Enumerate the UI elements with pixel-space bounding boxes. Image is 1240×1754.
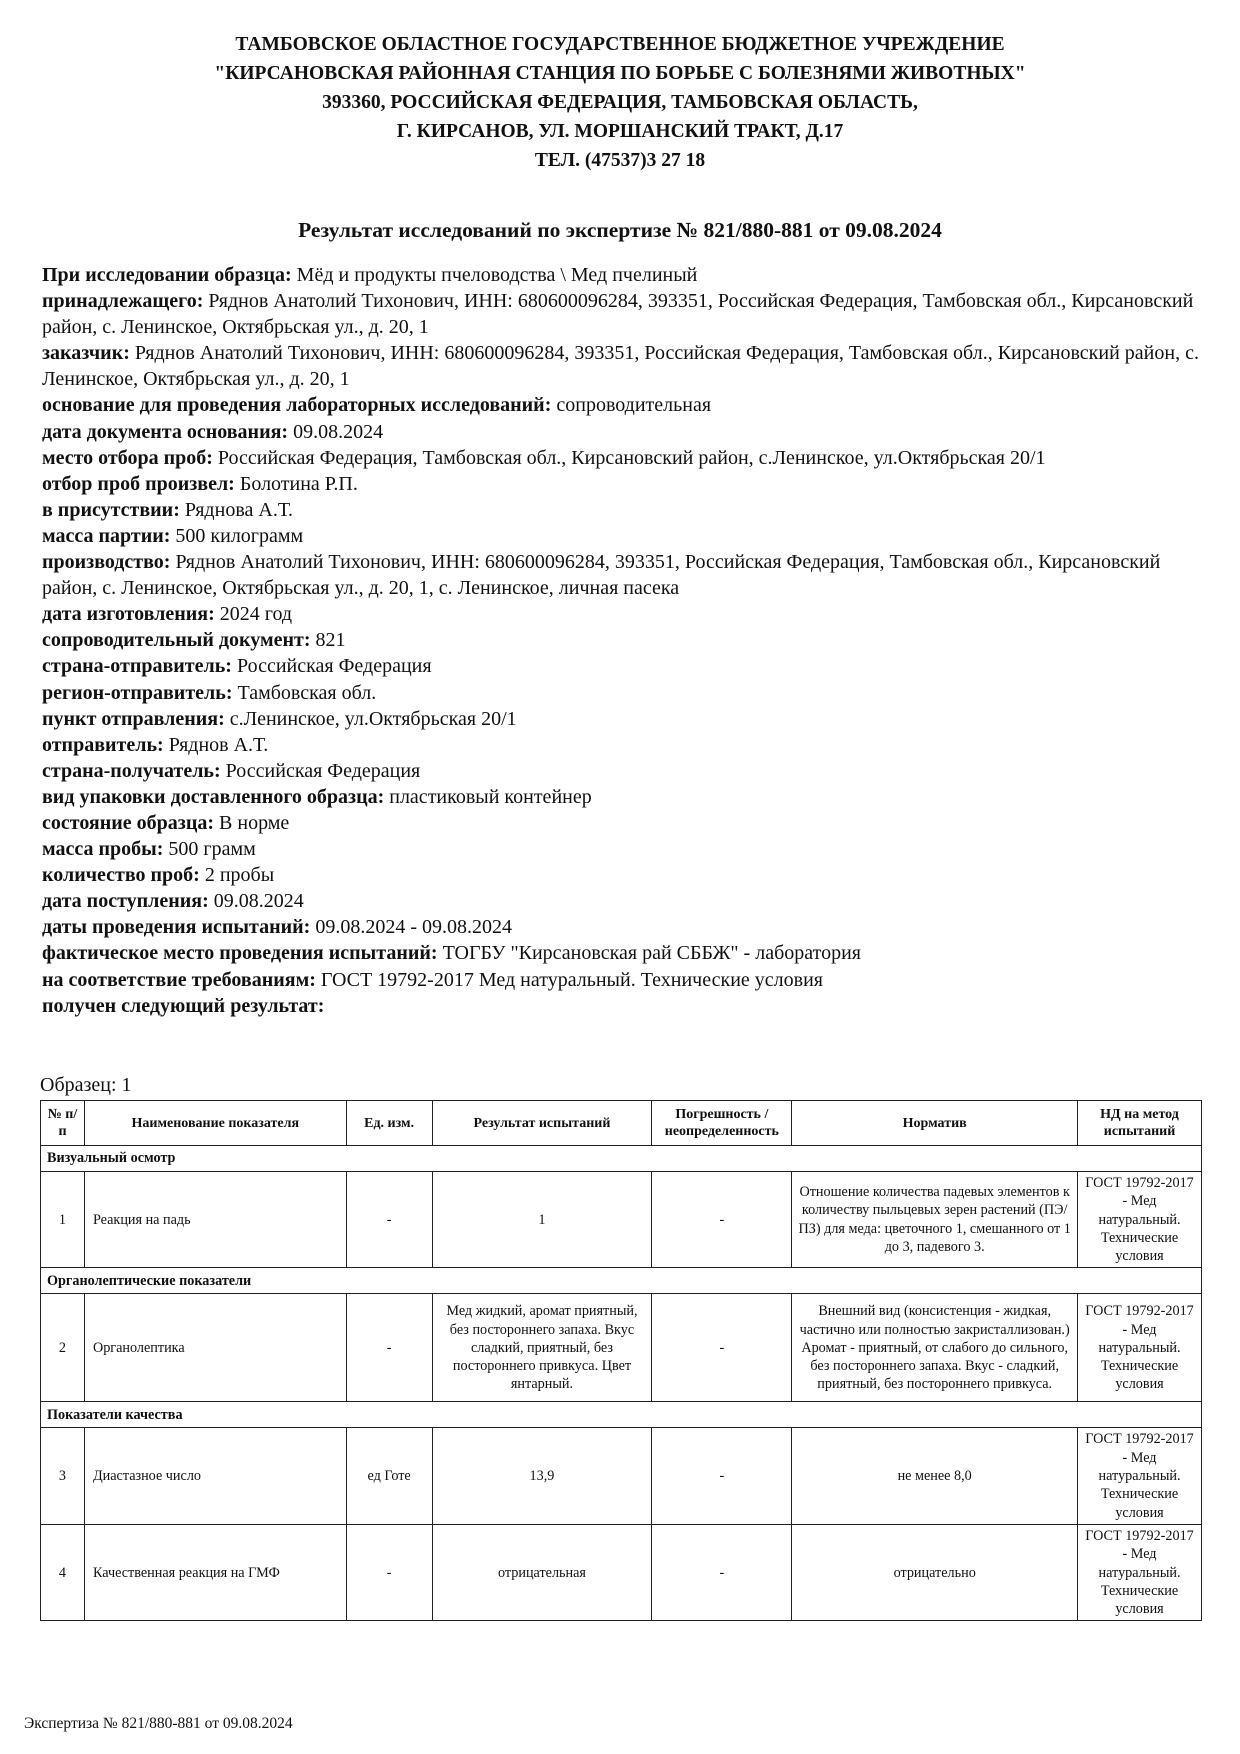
info-field: [42, 445, 1202, 471]
table-row: [41, 1524, 1202, 1620]
field-label: заказчик:: [42, 342, 130, 365]
column-header: НД на метод испытаний: [1078, 1101, 1202, 1146]
field-value: 2 пробы: [204, 864, 275, 887]
info-field: [42, 732, 1202, 758]
cell-error: -: [652, 1172, 792, 1268]
field-value: 09.08.2024: [213, 890, 304, 913]
field-value: с.Ленинское, ул.Октябрьская 20/1: [229, 707, 517, 730]
info-field: [42, 419, 1202, 445]
field-value: сопроводительная: [556, 394, 712, 417]
info-field: [42, 758, 1202, 784]
field-label: количество проб:: [42, 864, 200, 887]
column-header: Погрешность / неопределенность: [652, 1101, 792, 1146]
info-field: [42, 993, 1202, 1019]
info-field: [42, 549, 1202, 601]
field-value: Российская Федерация, Тамбовская обл., Кирсановский район, с.Ленинское, ул.Октябрьская 20/1: [217, 446, 1046, 469]
cell-error: -: [652, 1524, 792, 1620]
cell-norm: не менее 8,0: [792, 1428, 1078, 1524]
column-header: Результат испытаний: [432, 1101, 652, 1146]
cell-result: отрицательная: [432, 1524, 652, 1620]
cell-result: 13,9: [432, 1428, 652, 1524]
table-header-row: [41, 1101, 1202, 1146]
cell-method: ГОСТ 19792-2017 - Мед натуральный. Технические условия: [1078, 1428, 1202, 1524]
field-value: 2024 год: [219, 603, 293, 626]
document-title: Результат исследований по экспертизе № 821/880-881 от 09.08.2024: [298, 218, 942, 242]
cell-num: 1: [41, 1172, 85, 1268]
column-header: Наименование показателя: [84, 1101, 346, 1146]
cell-norm: Отношение количества падевых элементов к количеству пыльцевых зерен растений (ПЭ/ПЗ) для меда: цветочного 1, смешанного от 1 до 3, падевого 3.: [792, 1172, 1078, 1268]
field-label: масса партии:: [42, 524, 171, 547]
results-table: [40, 1100, 1202, 1621]
cell-norm: Внешний вид (консистенция - жидкая, частично или полностью закристаллизован.) Аромат - приятный, от слабого до сильного, без постороннего запаха. Вкус - сладкий, приятный, без постороннего привкуса.: [792, 1294, 1078, 1402]
field-label: место отбора проб:: [42, 446, 213, 469]
field-label: получен следующий результат:: [42, 994, 325, 1017]
cell-unit: -: [346, 1294, 432, 1402]
cell-unit: -: [346, 1524, 432, 1620]
field-value: ГОСТ 19792-2017 Мед натуральный. Технические условия: [320, 968, 823, 991]
field-value: пластиковый контейнер: [389, 785, 592, 808]
info-field: [42, 497, 1202, 523]
info-field: [42, 810, 1202, 836]
group-row: [41, 1268, 1202, 1294]
info-field: [42, 288, 1202, 340]
field-label: на соответствие требованиям:: [42, 968, 316, 991]
org-line: 393360, РОССИЙСКАЯ ФЕДЕРАЦИЯ, ТАМБОВСКАЯ ОБЛАСТЬ,: [322, 92, 918, 113]
field-label: пункт отправления:: [42, 707, 225, 730]
field-label: вид упаковки доставленного образца:: [42, 785, 385, 808]
field-value: В норме: [219, 811, 290, 834]
field-label: принадлежащего:: [42, 290, 204, 313]
field-value: Тамбовская обл.: [237, 681, 377, 704]
field-label: регион-отправитель:: [42, 681, 233, 704]
cell-name: Качественная реакция на ГМФ: [84, 1524, 346, 1620]
field-value: Российская Федерация: [236, 655, 432, 678]
cell-method: ГОСТ 19792-2017 - Мед натуральный. Технические условия: [1078, 1294, 1202, 1402]
page-footer: Экспертиза № 821/880-881 от 09.08.2024: [24, 1715, 293, 1732]
field-value: Ряднов Анатолий Тихонович, ИНН: 680600096284, 393351, Российская Федерация, Тамбовская обл., Кирсановский район, с. Ленинское, Октябрьская ул., д. 20, 1, с. Ленинское, личная пасека: [42, 551, 1161, 600]
field-label: масса пробы:: [42, 838, 164, 861]
org-line: ТЕЛ. (47537)3 27 18: [534, 150, 706, 171]
cell-norm: отрицательно: [792, 1524, 1078, 1620]
cell-name: Диастазное число: [84, 1428, 346, 1524]
table-row: [41, 1172, 1202, 1268]
field-label: страна-отправитель:: [42, 655, 232, 678]
field-value: 500 грамм: [168, 838, 256, 861]
field-label: основание для проведения лабораторных исследований:: [42, 394, 552, 417]
info-field: [42, 653, 1202, 679]
info-field: [42, 706, 1202, 732]
info-field: [42, 836, 1202, 862]
field-label: производство:: [42, 551, 171, 574]
info-field: [42, 784, 1202, 810]
field-value: Ряднов А.Т.: [168, 733, 269, 756]
cell-num: 2: [41, 1294, 85, 1402]
info-field: [42, 471, 1202, 497]
info-field: [42, 262, 1202, 288]
field-value: 821: [315, 629, 346, 652]
cell-unit: ед Готе: [346, 1428, 432, 1524]
field-label: сопроводительный документ:: [42, 629, 311, 652]
cell-unit: -: [346, 1172, 432, 1268]
field-value: 500 килограмм: [175, 524, 304, 547]
info-field: [42, 967, 1202, 993]
cell-method: ГОСТ 19792-2017 - Мед натуральный. Технические условия: [1078, 1172, 1202, 1268]
field-label: дата документа основания:: [42, 420, 289, 443]
info-field: [42, 888, 1202, 914]
field-label: состояние образца:: [42, 811, 215, 834]
field-label: страна-получатель:: [42, 759, 221, 782]
sample-info-fields: [42, 262, 1202, 1019]
field-label: дата поступления:: [42, 890, 209, 913]
info-field: [42, 862, 1202, 888]
info-field: [42, 392, 1202, 418]
group-title: Показатели качества: [41, 1402, 1202, 1428]
org-line: ТАМБОВСКОЕ ОБЛАСТНОЕ ГОСУДАРСТВЕННОЕ БЮДЖЕТНОЕ УЧРЕЖДЕНИЕ: [235, 34, 1005, 55]
info-field: [42, 601, 1202, 627]
field-value: Ряднов Анатолий Тихонович, ИНН: 680600096284, 393351, Российская Федерация, Тамбовская обл., Кирсановский район, с. Ленинское, Октябрьская ул., д. 20, 1: [42, 290, 1194, 339]
info-field: [42, 914, 1202, 940]
field-label: даты проведения испытаний:: [42, 916, 311, 939]
field-value: Болотина Р.П.: [239, 472, 358, 495]
field-value: Ряднов Анатолий Тихонович, ИНН: 680600096284, 393351, Российская Федерация, Тамбовская обл., Кирсановский район, с. Ленинское, Октябрьская ул., д. 20, 1: [42, 342, 1199, 391]
column-header: Ед. изм.: [346, 1101, 432, 1146]
cell-error: -: [652, 1294, 792, 1402]
info-field: [42, 340, 1202, 392]
group-title: Визуальный осмотр: [41, 1146, 1202, 1172]
info-field: [42, 680, 1202, 706]
org-line: "КИРСАНОВСКАЯ РАЙОННАЯ СТАНЦИЯ ПО БОРЬБЕ С БОЛЕЗНЯМИ ЖИВОТНЫХ": [214, 63, 1026, 84]
field-value: Ряднова А.Т.: [184, 498, 294, 521]
group-row: [41, 1402, 1202, 1428]
field-value: Российская Федерация: [225, 759, 421, 782]
info-field: [42, 523, 1202, 549]
cell-result: 1: [432, 1172, 652, 1268]
column-header: № п/п: [41, 1101, 85, 1146]
field-value: 09.08.2024 - 09.08.2024: [315, 916, 512, 939]
field-label: дата изготовления:: [42, 603, 215, 626]
table-row: [41, 1428, 1202, 1524]
field-label: в присутствии:: [42, 498, 180, 521]
field-label: отбор проб произвел:: [42, 472, 235, 495]
organization-header: [0, 30, 1240, 175]
group-title: Органолептические показатели: [41, 1268, 1202, 1294]
cell-name: Органолептика: [84, 1294, 346, 1402]
cell-method: ГОСТ 19792-2017 - Мед натуральный. Технические условия: [1078, 1524, 1202, 1620]
cell-name: Реакция на падь: [84, 1172, 346, 1268]
field-value: ТОГБУ "Кирсановская рай СББЖ" - лаборатория: [442, 942, 861, 965]
info-field: [42, 627, 1202, 653]
field-value: 09.08.2024: [293, 420, 384, 443]
group-row: [41, 1146, 1202, 1172]
cell-error: -: [652, 1428, 792, 1524]
cell-num: 4: [41, 1524, 85, 1620]
field-label: При исследовании образца:: [42, 264, 292, 286]
column-header: Норматив: [792, 1101, 1078, 1146]
field-label: отправитель:: [42, 733, 164, 756]
table-row: [41, 1294, 1202, 1402]
org-line: Г. КИРСАНОВ, УЛ. МОРШАНСКИЙ ТРАКТ, Д.17: [396, 121, 844, 142]
cell-result: Мед жидкий, аромат приятный, без постороннего запаха. Вкус сладкий, приятный, без постороннего привкуса. Цвет янтарный.: [432, 1294, 652, 1402]
info-field: [42, 940, 1202, 966]
sample-label: Образец: 1: [40, 1074, 132, 1096]
field-label: фактическое место проведения испытаний:: [42, 942, 438, 965]
cell-num: 3: [41, 1428, 85, 1524]
field-value: Мёд и продукты пчеловодства \ Мед пчелиный: [296, 264, 698, 286]
